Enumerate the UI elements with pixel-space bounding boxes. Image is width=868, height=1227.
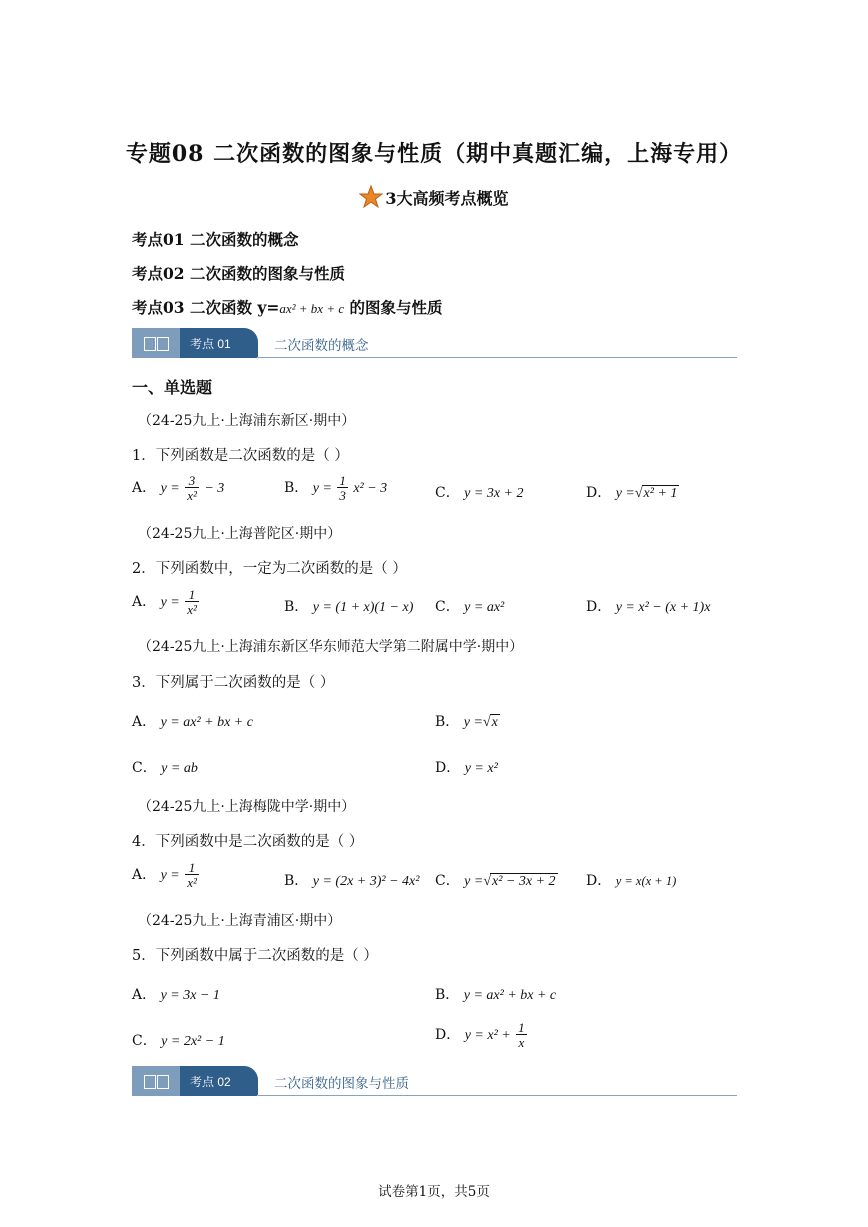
section-banner-02 <box>132 1066 737 1098</box>
option-b: B． y = ax² + bx + c <box>435 987 557 1003</box>
question-stem: 2．下列函数中，一定为二次函数的是（ ） <box>132 561 407 577</box>
fraction: $\frac{1}{\text{x²}}$ <box>187 587 197 617</box>
book-icon <box>144 1075 156 1089</box>
question-source: （24-25九上·上海梅陇中学·期中） <box>138 799 356 815</box>
document-title: 专题08 二次函数的图象与性质（期中真题汇编，上海专用） <box>125 141 743 167</box>
overview-heading <box>0 185 868 209</box>
star-icon <box>359 185 383 209</box>
question-stem: 3．下列属于二次函数的是（ ） <box>132 675 335 691</box>
banner-tab-shade <box>132 1066 180 1096</box>
question-source: （24-25九上·上海青浦区·期中） <box>138 913 342 929</box>
kaodian-02: 考点02 二次函数的图象与性质 <box>132 264 345 283</box>
question-source: （24-25九上·上海浦东新区华东师范大学第二附属中学·期中） <box>138 639 524 655</box>
banner-tab-shade <box>132 328 180 358</box>
kaodian-01: 考点01 二次函数的概念 <box>132 230 299 249</box>
banner-name: 二次函数的图象与性质 <box>274 1076 409 1091</box>
option-a: A． y = $\frac{1}{\text{x²}}$ <box>132 860 197 890</box>
section-heading: 一、单选题 <box>132 378 213 397</box>
option-c: C． y = ab <box>132 760 198 776</box>
radicand: x² + 1 <box>643 486 678 501</box>
fraction: $\frac{1}{3}$ <box>339 473 346 503</box>
page-footer: 试卷第1页，共5页 <box>378 1184 490 1200</box>
question-stem: 1．下列函数是二次函数的是（ ） <box>132 448 349 464</box>
banner-rule <box>258 1095 737 1096</box>
option-d: D． y = x² − (x + 1)x <box>586 599 711 615</box>
option-d: D． y = x² + $\frac{1}{x}$ <box>435 1020 525 1050</box>
option-b: B． y = (1 + x)(1 − x) <box>284 599 414 615</box>
option-b: B． y = (2x + 3)² − 4x² <box>284 873 420 889</box>
book-icon <box>157 337 169 351</box>
overview-text: 3大高频考点概览 <box>385 189 509 208</box>
option-a: A． y = $\frac{1}{\text{x²}}$ <box>132 587 197 617</box>
option-d: D． y = x² <box>435 760 498 776</box>
question-source: （24-25九上·上海普陀区·期中） <box>138 526 342 542</box>
option-c: C． y =√x² − 3x + 2 <box>435 873 556 889</box>
option-a: A． y = $\frac{3}{\text{x²}}$ − 3 <box>132 473 225 503</box>
book-icon <box>144 337 156 351</box>
kaodian-03-prefix: 考点03 二次函数 y= <box>132 298 280 317</box>
option-a: A． y = 3x − 1 <box>132 987 220 1003</box>
option-a: A． y = ax² + bx + c <box>132 714 253 730</box>
question-stem: 4．下列函数中是二次函数的是（ ） <box>132 834 364 850</box>
banner-tag: 考点 02 <box>190 1075 231 1089</box>
option-c: C． y = 2x² − 1 <box>132 1033 225 1049</box>
question-source: （24-25九上·上海浦东新区·期中） <box>138 413 356 429</box>
banner-tag: 考点 01 <box>190 337 231 351</box>
question-stem: 5．下列函数中属于二次函数的是（ ） <box>132 948 378 964</box>
section-banner-01 <box>132 328 737 360</box>
option-b: B． y =√x <box>435 714 498 730</box>
banner-name: 二次函数的概念 <box>274 338 369 353</box>
option-d: D． y =√x² + 1 <box>586 485 678 501</box>
book-icon <box>157 1075 169 1089</box>
radicand: x <box>491 715 498 730</box>
banner-rule <box>258 357 737 358</box>
option-b: B． y = $\frac{1}{3}$ x² − 3 <box>284 473 388 503</box>
radicand: x² − 3x + 2 <box>492 874 556 889</box>
kaodian-03-formula: ax² + bx + c <box>279 301 345 316</box>
option-d: D． y = x(x + 1) <box>586 873 677 889</box>
option-c: C． y = 3x + 2 <box>435 485 524 501</box>
option-c: C． y = ax² <box>435 599 505 615</box>
fraction: $\frac{1}{\text{x²}}$ <box>187 860 197 890</box>
kaodian-03-suffix: 的图象与性质 <box>344 298 443 317</box>
fraction: $\frac{3}{\text{x²}}$ <box>187 473 197 503</box>
fraction: $\frac{1}{x}$ <box>518 1020 525 1050</box>
kaodian-03 <box>132 296 443 318</box>
